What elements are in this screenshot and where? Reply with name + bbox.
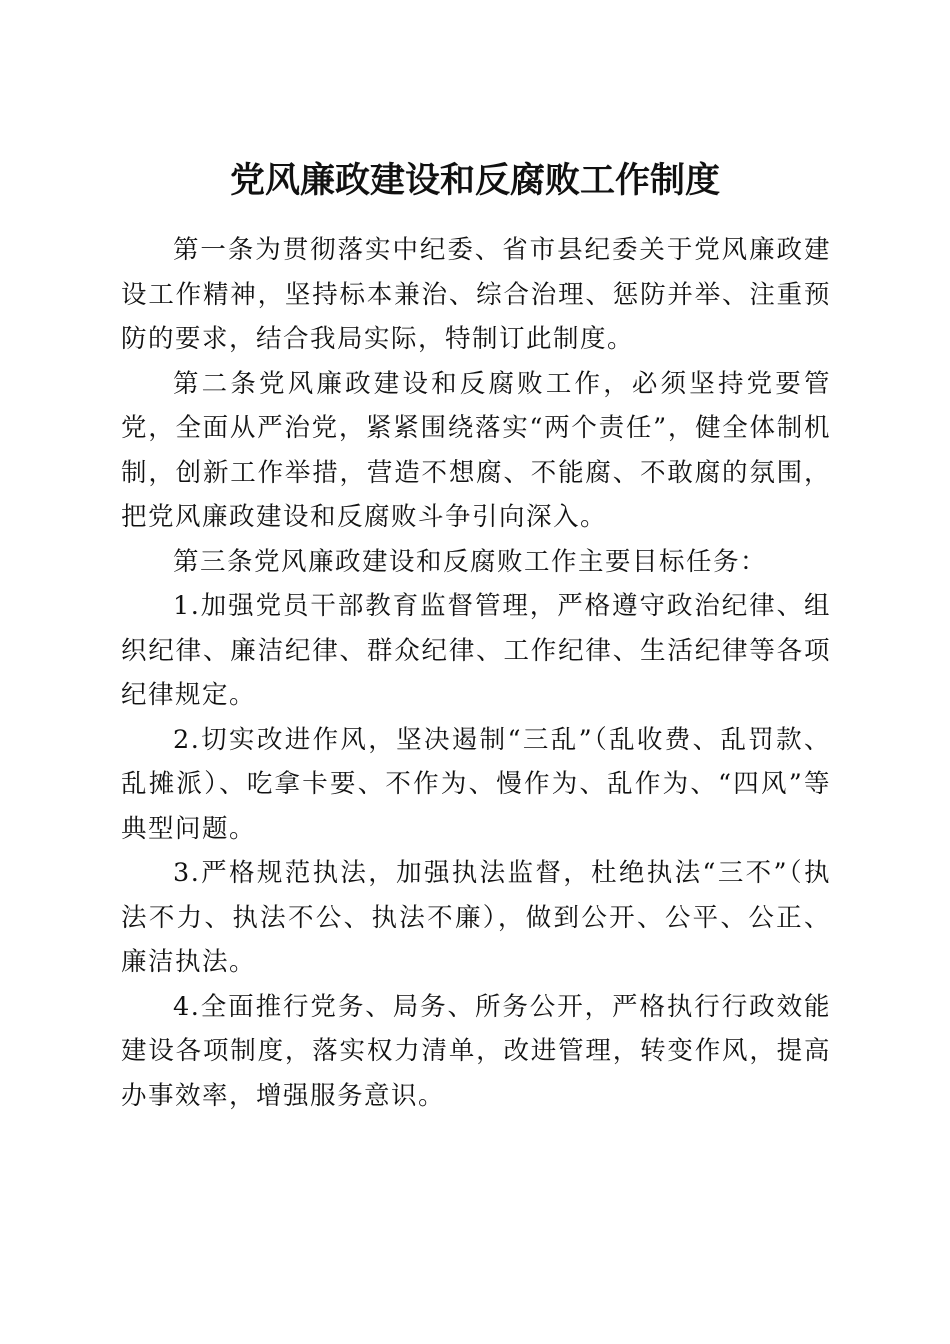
article-3-paragraph: 第三条党风廉政建设和反腐败工作主要目标任务： <box>173 546 768 577</box>
task-item-2: 2.切实改进作风，坚决遏制“三乱”（乱收费、乱罚款、乱摊派）、吃拿卡要、不作为、慢作为、乱作为、“四风”等典型问题。 <box>121 724 831 844</box>
article-2-paragraph: 第二条党风廉政建设和反腐败工作，必须坚持党要管党，全面从严治党，紧紧围绕落实“两个责任”，健全体制机制，创新工作举措，营造不想腐、不能腐、不敢腐的氛围，把党风廉政建设和反腐败斗争引向深入。 <box>121 368 831 532</box>
task-item-1: 1.加强党员干部教育监督管理，严格遵守政治纪律、组织纪律、廉洁纪律、群众纪律、工作纪律、生活纪律等各项纪律规定。 <box>121 591 831 710</box>
document-body <box>121 228 831 1118</box>
task-item-4: 4.全面推行党务、局务、所务公开，严格执行行政效能建设各项制度，落实权力清单，改进管理，转变作风，提高办事效率，增强服务意识。 <box>121 991 831 1111</box>
document-title: 党风廉政建设和反腐败工作制度 <box>229 160 720 202</box>
task-item-3: 3.严格规范执法，加强执法监督，杜绝执法“三不”（执法不力、执法不公、执法不廉），做到公开、公平、公正、廉洁执法。 <box>121 858 831 977</box>
article-1-paragraph: 第一条为贯彻落实中纪委、省市县纪委关于党风廉政建设工作精神，坚持标本兼治、综合治理、惩防并举、注重预防的要求，结合我局实际，特制订此制度。 <box>121 235 831 354</box>
